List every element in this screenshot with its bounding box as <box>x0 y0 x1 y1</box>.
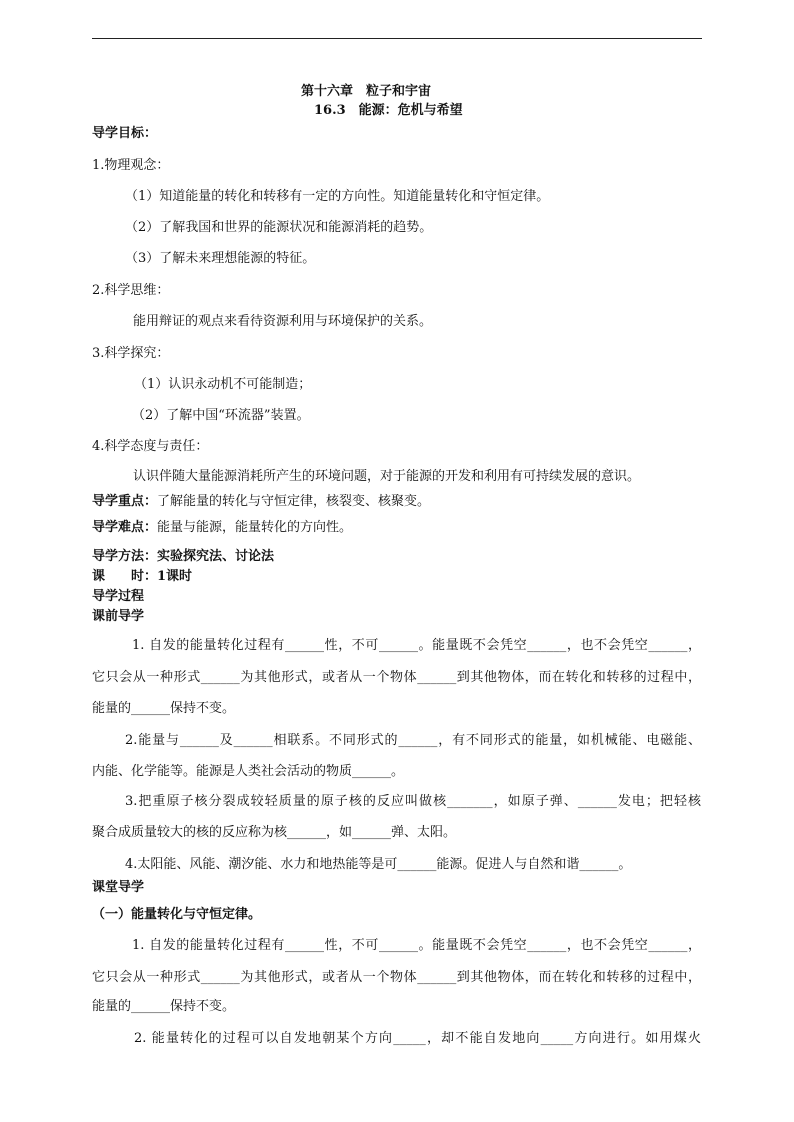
objective-3-1: （1）认识永动机不可能制造； <box>134 377 312 392</box>
objective-3-title: 3.科学探究： <box>92 346 170 361</box>
focus-text: 了解能量的转化与守恒定律，核裂变、核聚变。 <box>157 494 431 509</box>
objective-1-title: 1.物理观念： <box>92 158 170 173</box>
pre-q2-line1: 2.能量与______及______相联系。不同形式的______，有不同形式的能量，如机械能、电磁能、 <box>125 733 701 748</box>
class-q2-line1: 2. 能量转化的过程可以自发地朝某个方向_____，却不能自发地向_____方向进行。如用煤火 <box>134 1031 701 1046</box>
objective-2-1: 能用辩证的观点来看待资源利用与环境保护的关系。 <box>133 314 433 329</box>
objective-1-1: （1）知道能量的转化和转移有一定的方向性。知道能量转化和守恒定律。 <box>125 189 550 204</box>
objectives-heading: 导学目标： <box>92 126 158 141</box>
difficulty-label: 导学难点： <box>92 520 158 535</box>
difficulty-row <box>92 519 352 537</box>
pre-q3-line1: 3.把重原子核分裂成较轻质量的原子核的反应叫做核_______，如原子弹、______发电；把轻核 <box>125 794 701 809</box>
focus-label: 导学重点： <box>92 494 158 509</box>
pre-q1-line2: 它只会从一种形式______为其他形式，或者从一个物体______到其他物体，而在转化和转移的过程中， <box>92 670 701 685</box>
objective-4-1: 认识伴随大量能源消耗所产生的环境问题，对于能源的开发和利用有可持续发展的意识。 <box>133 469 641 484</box>
objective-1-3: （3）了解未来理想能源的特征。 <box>125 251 316 266</box>
pre-q2-line2: 内能、化学能等。能源是人类社会活动的物质______。 <box>92 764 405 779</box>
process-heading: 导学过程 <box>92 589 145 604</box>
class-q1-line3: 能量的______保持不变。 <box>92 999 236 1014</box>
difficulty-text: 能量与能源，能量转化的方向性。 <box>157 520 353 535</box>
chapter-title: 第十六章 粒子和宇宙 <box>301 84 432 99</box>
class-q1-line2: 它只会从一种形式______为其他形式，或者从一个物体______到其他物体，而在转化和转移的过程中， <box>92 970 701 985</box>
focus-row <box>92 493 430 511</box>
pre-q3-line2: 聚合成质量较大的核的反应称为核______，如______弹、太阳。 <box>92 825 457 840</box>
pre-q1-line1: 1. 自发的能量转化过程有______性，不可______。能量既不会凭空______，也不会凭空______， <box>132 638 701 653</box>
pre-q1-line3: 能量的______保持不变。 <box>92 701 236 716</box>
header-rule <box>92 38 702 39</box>
part-1-heading: （一）能量转化与守恒定律。 <box>92 907 262 922</box>
period-line: 课 时：1课时 <box>92 569 193 584</box>
section-title: 16.3 能源：危机与希望 <box>314 103 463 118</box>
pre-class-heading: 课前导学 <box>92 609 145 624</box>
objective-1-2: （2）了解我国和世界的能源状况和能源消耗的趋势。 <box>125 220 433 235</box>
objective-3-2: （2）了解中国“环流器”装置。 <box>132 408 310 423</box>
pre-q4-line1: 4.太阳能、风能、潮汐能、水力和地热能等是可______能源。促进人与自然和谐______。 <box>125 857 632 872</box>
method-line: 导学方法：实验探究法、讨论法 <box>92 549 275 564</box>
class-q1-line1: 1. 自发的能量转化过程有______性，不可______。能量既不会凭空______，也不会凭空______， <box>132 938 701 953</box>
objective-4-title: 4.科学态度与责任： <box>92 439 209 454</box>
in-class-heading: 课堂导学 <box>92 880 145 895</box>
objective-2-title: 2.科学思维： <box>92 283 170 298</box>
